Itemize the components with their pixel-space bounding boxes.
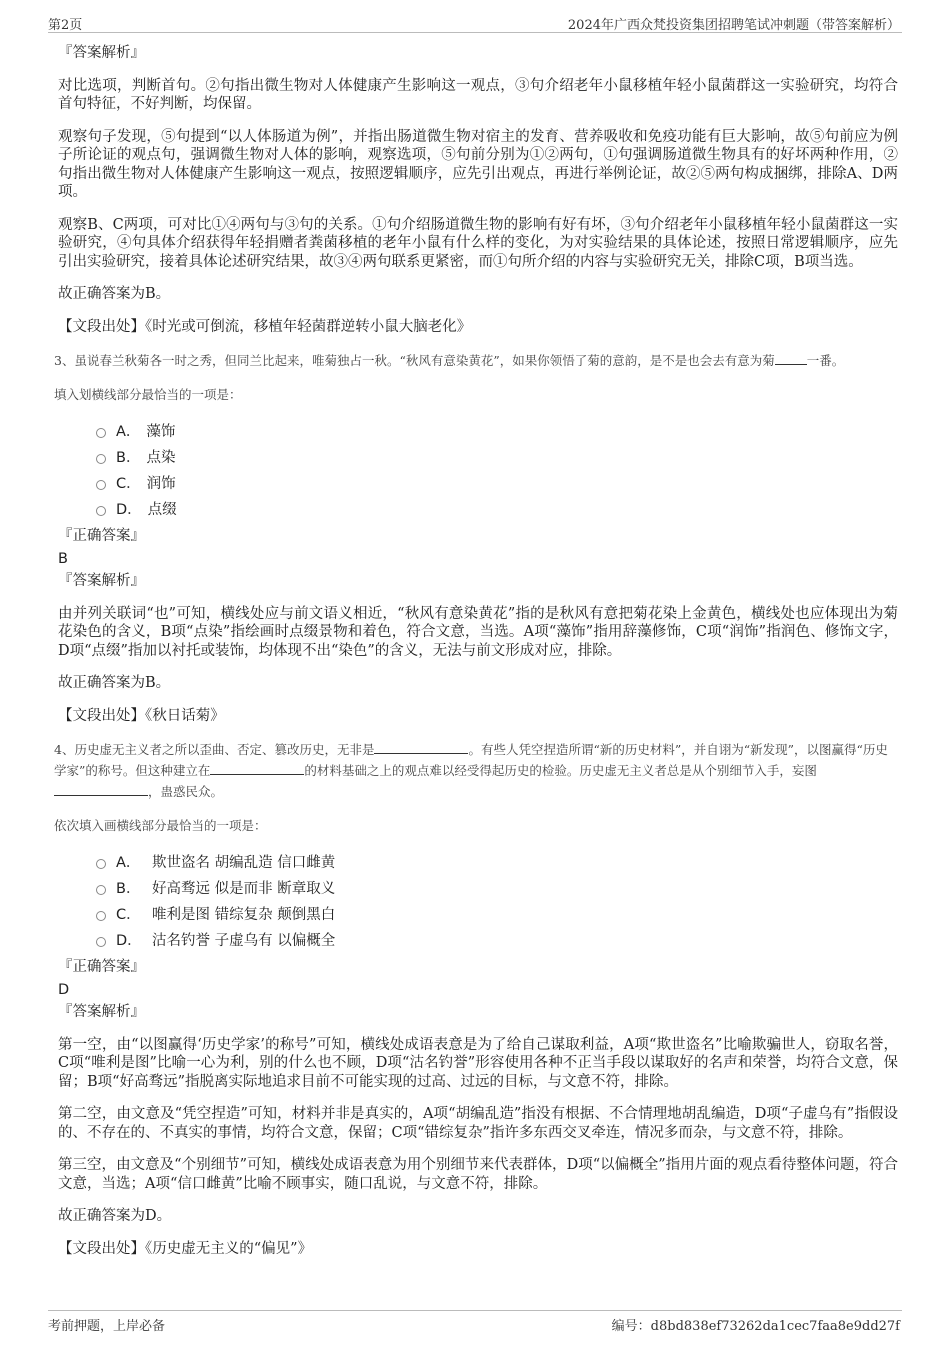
radio-icon[interactable] [96, 859, 106, 869]
q4-option-c[interactable]: C． 唯利是图 错综复杂 颠倒黑白 [96, 900, 898, 926]
q3-instruction: 填入划横线部分最恰当的一项是： [54, 387, 242, 402]
q4-analysis-p2: 第二空，由文意及“凭空捏造”可知，材料并非是真实的，A项“胡编乱造”指没有根据、不合情理地胡乱编造，D项“子虚乌有”指假设的、不存在的、不真实的事情，均符合文意，保留；C项“错综复杂”指许多东西交叉牵连，情况多而杂，与文意不符，排除。 [58, 1106, 898, 1141]
radio-icon[interactable] [96, 885, 106, 895]
radio-icon[interactable] [96, 428, 106, 438]
q2-analysis-p2: 观察句子发现，⑤句提到“以人体肠道为例”，并指出肠道微生物对宿主的发育、营养吸收和免疫功能有巨大影响，故⑤句前应为例子所论证的观点句，强调微生物对人体的影响，观察选项，⑤句前分别为①②两句，①句强调肠道微生物具有的好坏两种作用，②句指出微生物对人体健康产生影响这一观点，按照逻辑顺序，应先引出观点，再进行举例论证，故②⑤两句构成捆绑，排除A、D两项。 [58, 128, 898, 200]
document-body [54, 44, 898, 1272]
q3-analysis-heading: 『答案解析』 [58, 573, 145, 589]
q4-options [96, 848, 898, 952]
q2-conclusion: 故正确答案为B。 [58, 286, 171, 302]
q4-source: 【文段出处】《历史虚无主义的“偏见”》 [58, 1240, 313, 1257]
q4-conclusion: 故正确答案为D。 [58, 1208, 172, 1224]
q4-analysis-p1: 第一空，由“以图赢得‘历史学家’的称号”可知，横线处成语表意是为了给自己谋取利益，A项“欺世盗名”比喻欺骗世人，窃取名誉，C项“唯利是图”比喻一心为利，别的什么也不顾，D项“沽名钓誉”形容使用各种不正当手段以谋取好的名声和荣誉，均符合文意，保留；B项“好高骛远”指脱离实际地追求目前不可能实现的过高、过远的目标，与文意不符，排除。 [58, 1036, 898, 1090]
page-footer [48, 1310, 902, 1333]
q4-option-a[interactable]: A． 欺世盗名 胡编乱造 信口雌黄 [96, 848, 898, 874]
q2-analysis-p1: 对比选项，判断首句。②句指出微生物对人体健康产生影响这一观点，③句介绍老年小鼠移植年轻小鼠菌群这一实验研究，均符合首句特征，不好判断，均保留。 [58, 77, 898, 112]
radio-icon[interactable] [96, 937, 106, 947]
q4-analysis-heading: 『答案解析』 [58, 1004, 145, 1020]
radio-icon[interactable] [96, 454, 106, 464]
q2-analysis-heading: 『答案解析』 [58, 45, 145, 61]
q4-option-d[interactable]: D． 沽名钓誉 子虚乌有 以偏概全 [96, 926, 898, 952]
q3-conclusion: 故正确答案为B。 [58, 675, 171, 691]
q4-stem: 4、历史虚无主义者之所以歪曲、否定、篡改历史，无非是 。有些人凭空捏造所谓“新的历史材料”，并自诩为“新发现”，以图赢得“历史学家”的称号。但这种建立在 的材料基础之上的观点难以经受得起历史的检验。历史虚无主义者总是从个别细节入手，妄图，蛊惑民众。 [54, 739, 898, 802]
q3-source: 【文段出处】《秋日话菊》 [58, 707, 225, 724]
page-number: 第2页 [48, 18, 83, 33]
q4-blank-3 [54, 781, 148, 796]
radio-icon[interactable] [96, 506, 106, 516]
q3-answer: B [58, 550, 68, 567]
document-id: 编号：d8bd838ef73262da1cec7faa8e9dd27f [611, 1319, 900, 1334]
document-title: 2024年广西众梵投资集团招聘笔试冲刺题（带答案解析） [567, 18, 900, 33]
q4-answer-heading: 『正确答案』 [58, 959, 145, 975]
page-header [48, 12, 902, 33]
q3-answer-heading: 『正确答案』 [58, 528, 145, 544]
q3-options [96, 417, 898, 521]
q3-stem: 3、虽说春兰秋菊各一时之秀，但同兰比起来，唯菊独占一秋。“秋风有意染黄花”，如果你领悟了菊的意韵，是不是也会去有意为菊 一番。 [54, 350, 898, 371]
radio-icon[interactable] [96, 480, 106, 490]
q2-analysis-p3: 观察B、C两项，可对比①④两句与③句的关系。①句介绍肠道微生物的影响有好有坏，③句介绍老年小鼠移植年轻小鼠菌群这一实验研究，④句具体介绍获得年轻捐赠者粪菌移植的老年小鼠有什么样的变化，为对实验结果的具体论述，按照日常逻辑顺序，应先引出实验研究，接着具体论述研究结果，故③④两句联系更紧密，而①句所介绍的内容与实验研究无关，排除C项，B项当选。 [58, 216, 898, 270]
q3-option-d[interactable]: D． 点缀 [96, 495, 898, 521]
q4-analysis-p3: 第三空，由文意及“个别细节”可知，横线处成语表意为用个别细节来代表群体，D项“以偏概全”指用片面的观点看待整体问题，符合文意，当选；A项“信口雌黄”比喻不顾事实，随口乱说，与文意不符，排除。 [58, 1157, 898, 1192]
q4-option-b[interactable]: B． 好高骛远 似是而非 断章取义 [96, 874, 898, 900]
q4-answer: D [58, 981, 70, 998]
footer-slogan: 考前押题，上岸必备 [48, 1319, 166, 1334]
q4-instruction: 依次填入画横线部分最恰当的一项是： [54, 818, 267, 833]
q4-blank-2 [210, 760, 304, 775]
q3-option-b[interactable]: B． 点染 [96, 443, 898, 469]
q2-source: 【文段出处】《时光或可倒流，移植年轻菌群逆转小鼠大脑老化》 [58, 318, 472, 335]
q3-analysis: 由并列关联词“也”可知，横线处应与前文语义相近，“秋风有意染黄花”指的是秋风有意把菊花染上金黄色，横线处也应体现出为菊花染色的含义，B项“点染”指绘画时点缀景物和着色，符合文意，当选。A项“藻饰”指用辞藻修饰，C项“润饰”指润色、修饰文字，D项“点缀”指加以衬托或装饰，均体现不出“染色”的含义，无法与前文形成对应，排除。 [58, 605, 898, 659]
q3-blank [775, 350, 807, 365]
q3-option-c[interactable]: C． 润饰 [96, 469, 898, 495]
q4-blank-1 [374, 739, 468, 754]
q3-option-a[interactable]: A． 藻饰 [96, 417, 898, 443]
radio-icon[interactable] [96, 911, 106, 921]
